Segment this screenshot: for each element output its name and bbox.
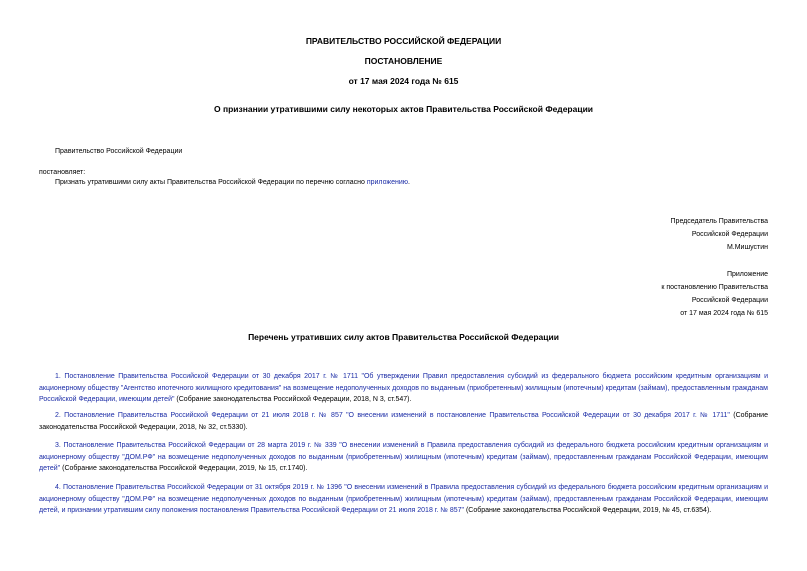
act-link[interactable]: 3. Постановление Правительства Российской Федерации от 28 марта 2019 г. № 339 "О внесении изменений в Правила предоставления субсидий из федерального бюджета российским кредитным организациям и акционерному обществу "ДОМ.РФ" на возмещение недополученных доходов по выданным (приобретенным) жилищным (ипотечным) кредитам (займам), предоставленным гражданам Российской Федерации, имеющим детей" [39, 442, 768, 472]
act-link[interactable]: 4. Постановление Правительства Российской Федерации от 31 октября 2019 г. № 1396 "О внесении изменений в Правила предоставления субсидий из федерального бюджета российским кредитным организациям и акционерному обществу "ДОМ.РФ" на возмещение недополученных доходов по выданным (приобретенным) жилищным (ипотечным) кредитам (займам), предоставленным гражданам Российской Федерации, имеющим детей, и признании утратившим силу положения постановления Правительства Российской Федерации от 21 июля 2018 г. № 857" [39, 484, 768, 514]
document-title: О признании утратившими силу некоторых актов Правительства Российской Федерации [213, 104, 594, 114]
list-item [39, 482, 768, 517]
appendix-ref-3: от 17 мая 2024 года № 615 [680, 310, 768, 317]
clause-paragraph [55, 178, 410, 187]
act-link[interactable]: 2. Постановление Правительства Российской Федерации от 21 июля 2018 г. № 857 "О внесении изменений в постановление Правительства Российской Федерации от 30 декабря 2017 г. № 1711" [55, 412, 730, 419]
authority-heading: ПРАВИТЕЛЬСТВО РОССИЙСКОЙ ФЕДЕРАЦИИ [305, 36, 502, 46]
decides-text: постановляет: [39, 169, 86, 176]
act-source: (Собрание законодательства Российской Федерации, 2018, № 32, ст.5330). [39, 412, 768, 431]
appendix-link[interactable]: приложению [366, 179, 408, 186]
act-source: (Собрание законодательства Российской Федерации, 2019, № 15, ст.1740). [60, 465, 308, 472]
clause-end: . [408, 179, 410, 186]
signature-position-2: Российской Федерации [691, 231, 768, 238]
signature-block [671, 215, 768, 254]
signature-name: М.Мишустин [726, 244, 768, 251]
act-source: (Собрание законодательства Российской Федерации, 2018, N 3, ст.547). [174, 396, 412, 403]
list-item [39, 410, 768, 433]
doc-type-heading: ПОСТАНОВЛЕНИЕ [364, 56, 443, 66]
act-link[interactable]: 1. Постановление Правительства Российской Федерации от 30 декабря 2017 г. № 1711 "Об утверждении Правил предоставления субсидий из федерального бюджета российским кредитным организациям и акционерному обществу "Агентство ипотечного жилищного кредитования" на возмещение недополученных доходов по выданным (приобретенным) жилищным (ипотечным) кредитам (займам), предоставленным гражданам Российской Федерации, имеющим детей" [39, 373, 768, 403]
appendix-ref-2: Российской Федерации [691, 297, 768, 304]
appendix-ref-1: к постановлению Правительства [661, 284, 768, 291]
list-item [39, 371, 768, 406]
signature-position: Председатель Правительства [670, 218, 768, 225]
appendix-label: Приложение [726, 271, 768, 278]
appendix-title: Перечень утративших силу актов Правительства Российской Федерации [248, 332, 559, 342]
act-source: (Собрание законодательства Российской Федерации, 2019, № 45, ст.6354). [464, 507, 712, 514]
clause-text: Признать утратившими силу акты Правительства Российской Федерации по перечню согласно [55, 179, 367, 186]
date-number-heading: от 17 мая 2024 года № 615 [348, 76, 459, 86]
list-item [39, 440, 768, 475]
issuer-text: Правительство Российской Федерации [55, 148, 183, 155]
appendix-header [661, 268, 768, 320]
